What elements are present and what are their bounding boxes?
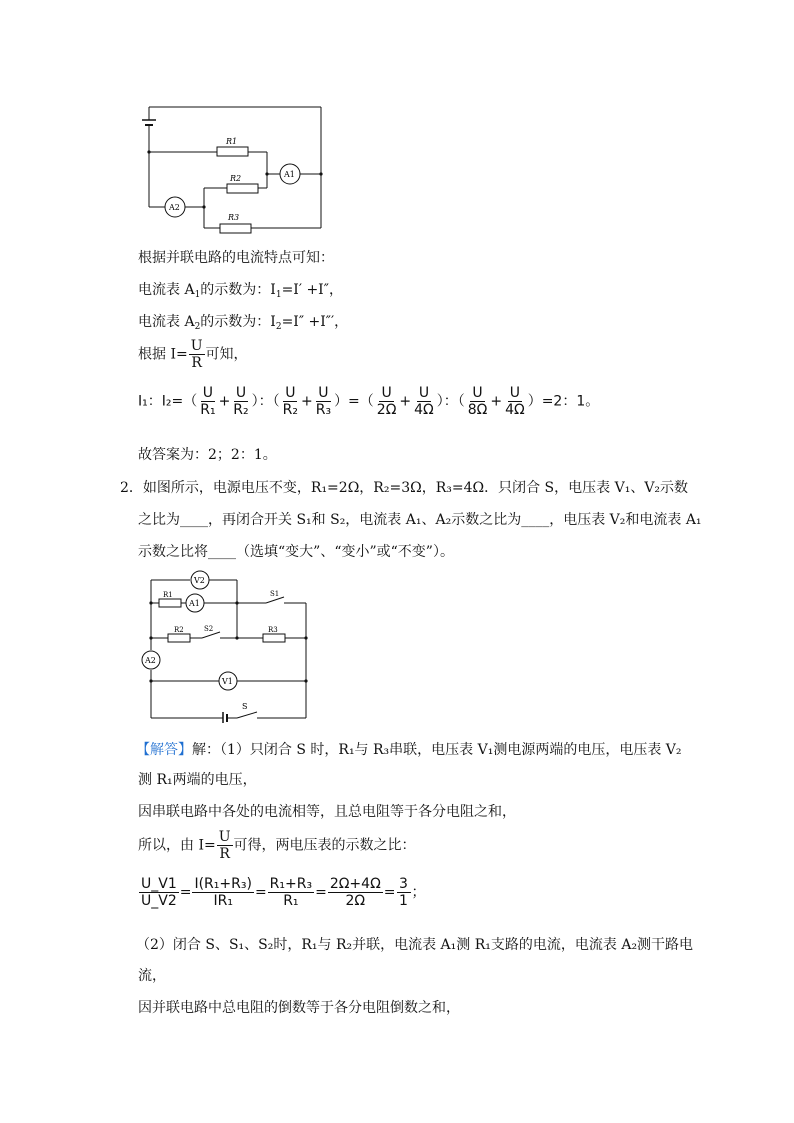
r2-label: R2: [230, 174, 242, 183]
numerator: U: [418, 385, 430, 401]
eq-text: ；: [411, 884, 426, 901]
denominator: 4Ω: [414, 402, 434, 418]
eq-text: ）：（: [436, 393, 465, 410]
fraction: [314, 385, 333, 418]
denominator: 2Ω: [376, 402, 397, 418]
denominator: 4Ω: [505, 402, 525, 418]
a1-label: A1: [189, 599, 200, 608]
fraction: [192, 876, 253, 909]
r3-label: R3: [228, 213, 240, 222]
fraction: [198, 385, 217, 418]
numerator: U: [381, 385, 392, 401]
denominator: R₂: [282, 402, 298, 418]
text-segment: 电流表 A: [138, 314, 195, 330]
subscript: 2: [194, 322, 201, 332]
text-line-4: [138, 338, 248, 371]
numerator: R₁+R₃: [269, 876, 313, 892]
answer-line: 故答案为：2；2：1。: [138, 447, 277, 463]
text-segment: 根据 I=: [138, 346, 188, 363]
denominator: R₁: [283, 893, 299, 909]
solution-line-4: [138, 829, 416, 862]
denominator: R₁: [200, 402, 216, 418]
fraction: [217, 829, 233, 862]
subscript: 2: [275, 322, 282, 332]
a1-label: A1: [284, 170, 295, 179]
v2-label: V2: [194, 576, 205, 585]
denominator: 2Ω: [345, 893, 366, 909]
denominator: 8Ω: [467, 402, 488, 418]
text-segment: 的示数为：I: [200, 282, 276, 298]
numerator: U: [509, 385, 521, 401]
eq-text: I₁：I₂=（: [138, 393, 198, 410]
a2-label: A2: [145, 656, 156, 665]
solution-line-7: 因并联电路中总电阻的倒数等于各分电阻倒数之和，: [138, 1000, 460, 1016]
eq-text: ）：（: [251, 393, 280, 410]
subscript: 1: [194, 290, 201, 300]
question-2-line-1: 2．如图所示，电源电压不变，R₁=2Ω，R₂=3Ω，R₃=4Ω．只闭合 S，电压表 V₁、V₂示数: [120, 480, 689, 496]
question-2-line-3: 示数之比将____（选填“变大”、“变小”或“不变”）。: [138, 544, 454, 560]
fraction: [328, 876, 383, 909]
solution-line-3: 因串联电路中各处的电流相等，且总电阻等于各分电阻之和，: [138, 804, 516, 820]
fraction: [189, 338, 205, 371]
numerator: U: [202, 385, 214, 401]
fraction: [503, 385, 527, 418]
eq-text: ）=（: [334, 393, 374, 410]
circuit-diagram-2: [140, 568, 315, 723]
equation-1: I₁：I₂=（ $\frac{U}{\text{R₁}}$ + $\frac{U}{\text{R₂}}$ ）：（ $\frac{U}{\text{R₂}}$ + $\frac{U}{\text{R₃}}$ ）=（ $\frac{U}{2\Omega}$ + $\frac{U}{4\Omega}$ ）：（ $\frac{U}{8\Omega}$ + $\frac{U}{4\Omega}$ ）=2：1。: [138, 385, 600, 418]
denominator: R₂: [233, 402, 249, 418]
circuit-diagram-1: [130, 100, 330, 235]
r1-label: R1: [163, 591, 173, 599]
denominator: R₃: [315, 402, 332, 418]
solution-line-2: 测 R₁两端的电压，: [138, 772, 257, 788]
solution-line-5: （2）闭合 S、S₁、S₂时，R₁与 R₂并联，电流表 A₁测 R₁支路的电流，电流表 A₂测干路电: [136, 937, 694, 953]
question-2-line-2: 之比为____，再闭合开关 S₁和 S₂，电流表 A₁、A₂示数之比为____，电压表 V₂和电流表 A₁: [138, 512, 702, 528]
solution-line-6: 流，: [138, 968, 166, 984]
a2-label: A2: [169, 203, 180, 212]
r3-label: R3: [268, 626, 278, 634]
numerator: 3: [397, 876, 411, 893]
subscript: 1: [275, 290, 282, 300]
denominator: IR₁: [213, 893, 233, 909]
text-line-1: 根据并联电路的电流特点可知：: [138, 250, 334, 266]
numerator: U_V1: [141, 876, 177, 892]
numerator: I(R₁+R₃): [194, 876, 252, 892]
text-segment: =I′ +I″，: [281, 282, 343, 298]
numerator: U: [318, 385, 329, 401]
eq-text: ）=2：1。: [527, 393, 600, 410]
text-line-3: [138, 313, 348, 331]
fraction: [139, 876, 179, 909]
fraction: [231, 385, 250, 418]
numerator: U: [235, 385, 247, 401]
solution-text: 解：（1）只闭合 S 时，R₁与 R₃串联，电压表 V₁测电源两端的电压，电压表 V₂: [192, 742, 682, 758]
numerator: 2Ω+4Ω: [329, 876, 381, 892]
fraction: [412, 385, 436, 418]
numerator: U: [472, 385, 483, 401]
s-label: S: [242, 702, 248, 711]
text-segment: =I″ +I″′，: [281, 314, 349, 330]
text-segment: 可得，两电压表的示数之比：: [233, 837, 416, 854]
text-segment: 所以，由 I=: [138, 837, 216, 854]
solution-tag: 【解答】: [136, 742, 192, 758]
text-segment: 电流表 A: [138, 282, 195, 298]
text-segment: 可知，: [205, 346, 248, 363]
s1-label: S1: [270, 590, 280, 598]
numerator: U: [218, 829, 231, 845]
text-line-2: [138, 281, 343, 299]
denominator: R: [191, 355, 202, 371]
fraction: [268, 876, 314, 909]
fraction: [466, 385, 490, 418]
s2-label: S2: [204, 625, 214, 633]
r1-label: R1: [226, 137, 238, 146]
text-segment: 的示数为：I: [200, 314, 276, 330]
numerator: U: [190, 338, 203, 354]
denominator: 1: [399, 893, 408, 909]
denominator: U_V2: [141, 893, 177, 909]
fraction: [397, 876, 411, 909]
solution-line-1: [136, 741, 682, 759]
v1-label: V1: [222, 677, 233, 686]
denominator: R: [219, 846, 230, 862]
fraction: [375, 385, 399, 418]
r2-label: R2: [174, 626, 184, 634]
equation-2: $\frac{U\_V1}{U\_V2}$ = $\frac{\text{I(R₁+R₃)}}{\text{IR₁}}$ = $\frac{\text{R₁+R₃}}{\text{R₁}}$ = $\frac{2\Omega+4\Omega}{2\Omega}$ = $\frac{3}{1}$ ；: [141, 876, 426, 909]
numerator: U: [285, 385, 296, 401]
fraction: [281, 385, 300, 418]
